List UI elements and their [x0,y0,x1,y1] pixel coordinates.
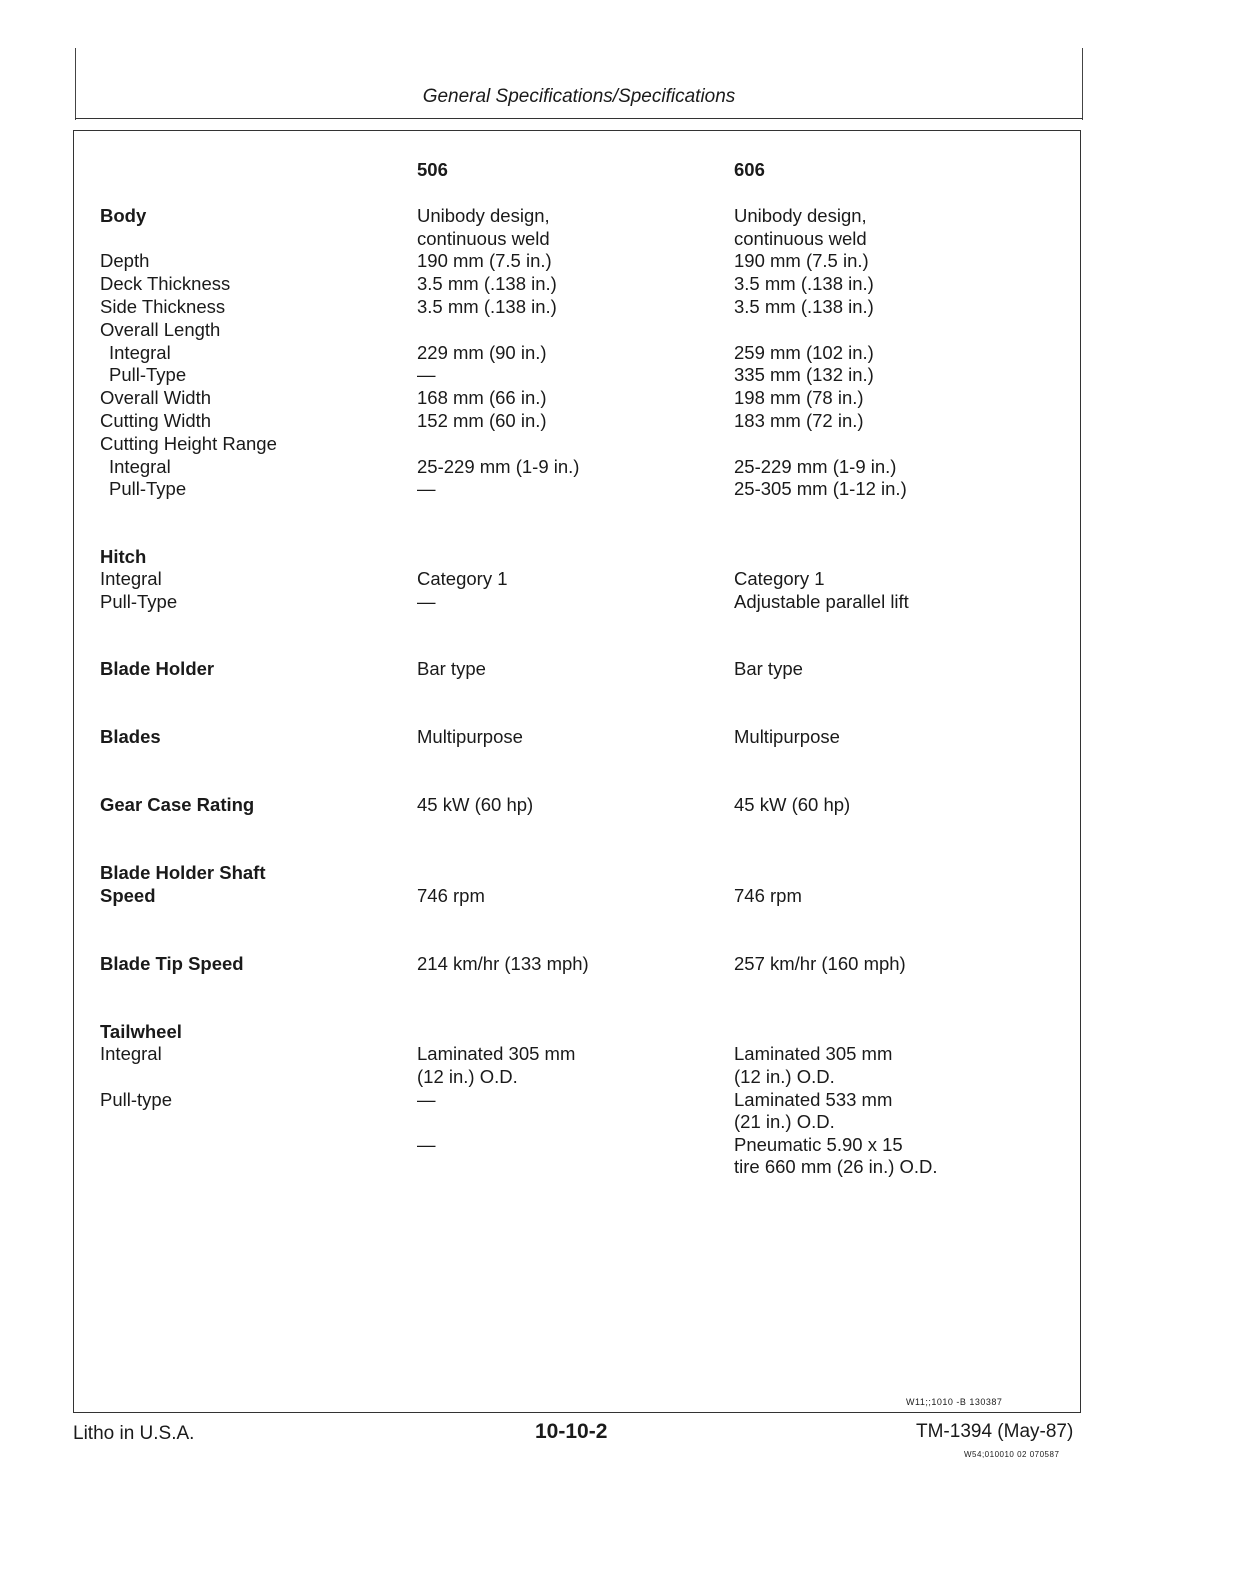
spec-label: Cutting Width [100,410,212,431]
spec-label: Depth [100,250,150,271]
spec-label: Pull-Type [109,364,187,385]
spec-label: Pull-type [100,1089,172,1110]
manual-reference: TM-1394 (May-87) [916,1421,1074,1442]
spec-label: Speed [100,885,156,906]
spec-value-506: Category 1 [417,568,508,589]
spec-value-506: 45 kW (60 hp) [417,794,534,815]
spec-value-506: 746 rpm [417,885,485,906]
header-divider [75,118,1083,119]
spec-value-506: — [417,478,436,499]
spec-value-506: Multipurpose [417,726,523,747]
spec-label: Overall Width [100,387,212,408]
spec-value-606: 45 kW (60 hp) [734,794,851,815]
spec-value-506: (12 in.) O.D. [417,1066,518,1087]
spec-label: Integral [109,342,171,363]
spec-value-606: Laminated 533 mm [734,1089,893,1110]
spec-label: Blade Holder [100,658,215,679]
spec-label: Side Thickness [100,296,226,317]
box-reference-code: W11;;1010 -B 130387 [906,1397,1003,1407]
spec-value-506: 3.5 mm (.138 in.) [417,296,557,317]
spec-value-506: Bar type [417,658,486,679]
header-left-rule [75,48,76,120]
column-header-506: 506 [417,159,448,180]
spec-label: Deck Thickness [100,273,231,294]
spec-value-606: 746 rpm [734,885,802,906]
spec-value-606: tire 660 mm (26 in.) O.D. [734,1156,938,1177]
spec-value-606: 190 mm (7.5 in.) [734,250,869,271]
spec-value-606: (12 in.) O.D. [734,1066,835,1087]
spec-value-606: 183 mm (72 in.) [734,410,864,431]
spec-value-606: Unibody design, [734,205,867,226]
spec-value-606: Category 1 [734,568,825,589]
spec-value-606: 25-229 mm (1-9 in.) [734,456,897,477]
specifications-box [73,130,1081,1413]
spec-value-606: continuous weld [734,228,867,249]
spec-label: Overall Length [100,319,221,340]
spec-label: Pull-Type [100,591,178,612]
spec-value-506: 168 mm (66 in.) [417,387,547,408]
spec-value-506: — [417,591,436,612]
spec-value-606: Pneumatic 5.90 x 15 [734,1134,903,1155]
spec-value-606: Laminated 305 mm [734,1043,893,1064]
spec-label: Body [100,205,147,226]
spec-label: Gear Case Rating [100,794,255,815]
spec-value-506: 229 mm (90 in.) [417,342,547,363]
spec-value-606: 25-305 mm (1-12 in.) [734,478,907,499]
spec-label: Blade Holder Shaft [100,862,266,883]
spec-value-506: continuous weld [417,228,550,249]
spec-value-606: 198 mm (78 in.) [734,387,864,408]
spec-value-606: Bar type [734,658,803,679]
spec-label: Blade Tip Speed [100,953,244,974]
spec-value-506: — [417,1134,436,1155]
spec-label: Integral [100,1043,162,1064]
spec-value-506: 152 mm (60 in.) [417,410,547,431]
spec-value-606: Adjustable parallel lift [734,591,909,612]
spec-label: Blades [100,726,161,747]
spec-value-606: 3.5 mm (.138 in.) [734,296,874,317]
header-right-rule [1082,48,1083,120]
spec-value-606: 3.5 mm (.138 in.) [734,273,874,294]
footer-reference-code: W54;010010 02 070587 [964,1450,1060,1459]
spec-label: Integral [100,568,162,589]
spec-label: Hitch [100,546,147,567]
spec-label: Integral [109,456,171,477]
spec-label: Pull-Type [109,478,187,499]
spec-value-606: Multipurpose [734,726,840,747]
spec-value-606: 257 km/hr (160 mph) [734,953,906,974]
footer-litho-text: Litho in U.S.A. [73,1423,195,1444]
spec-value-506: 214 km/hr (133 mph) [417,953,589,974]
spec-value-506: 25-229 mm (1-9 in.) [417,456,580,477]
spec-value-506: 190 mm (7.5 in.) [417,250,552,271]
spec-value-506: — [417,364,436,385]
spec-value-506: 3.5 mm (.138 in.) [417,273,557,294]
spec-value-606: 259 mm (102 in.) [734,342,874,363]
page-number: 10-10-2 [535,1420,608,1443]
spec-value-606: 335 mm (132 in.) [734,364,874,385]
spec-value-506: Laminated 305 mm [417,1043,576,1064]
spec-label: Cutting Height Range [100,433,277,454]
column-header-606: 606 [734,159,765,180]
spec-value-506: — [417,1089,436,1110]
spec-label: Tailwheel [100,1021,182,1042]
spec-value-606: (21 in.) O.D. [734,1111,835,1132]
spec-value-506: Unibody design, [417,205,550,226]
page-header-title: General Specifications/Specifications [422,86,736,107]
